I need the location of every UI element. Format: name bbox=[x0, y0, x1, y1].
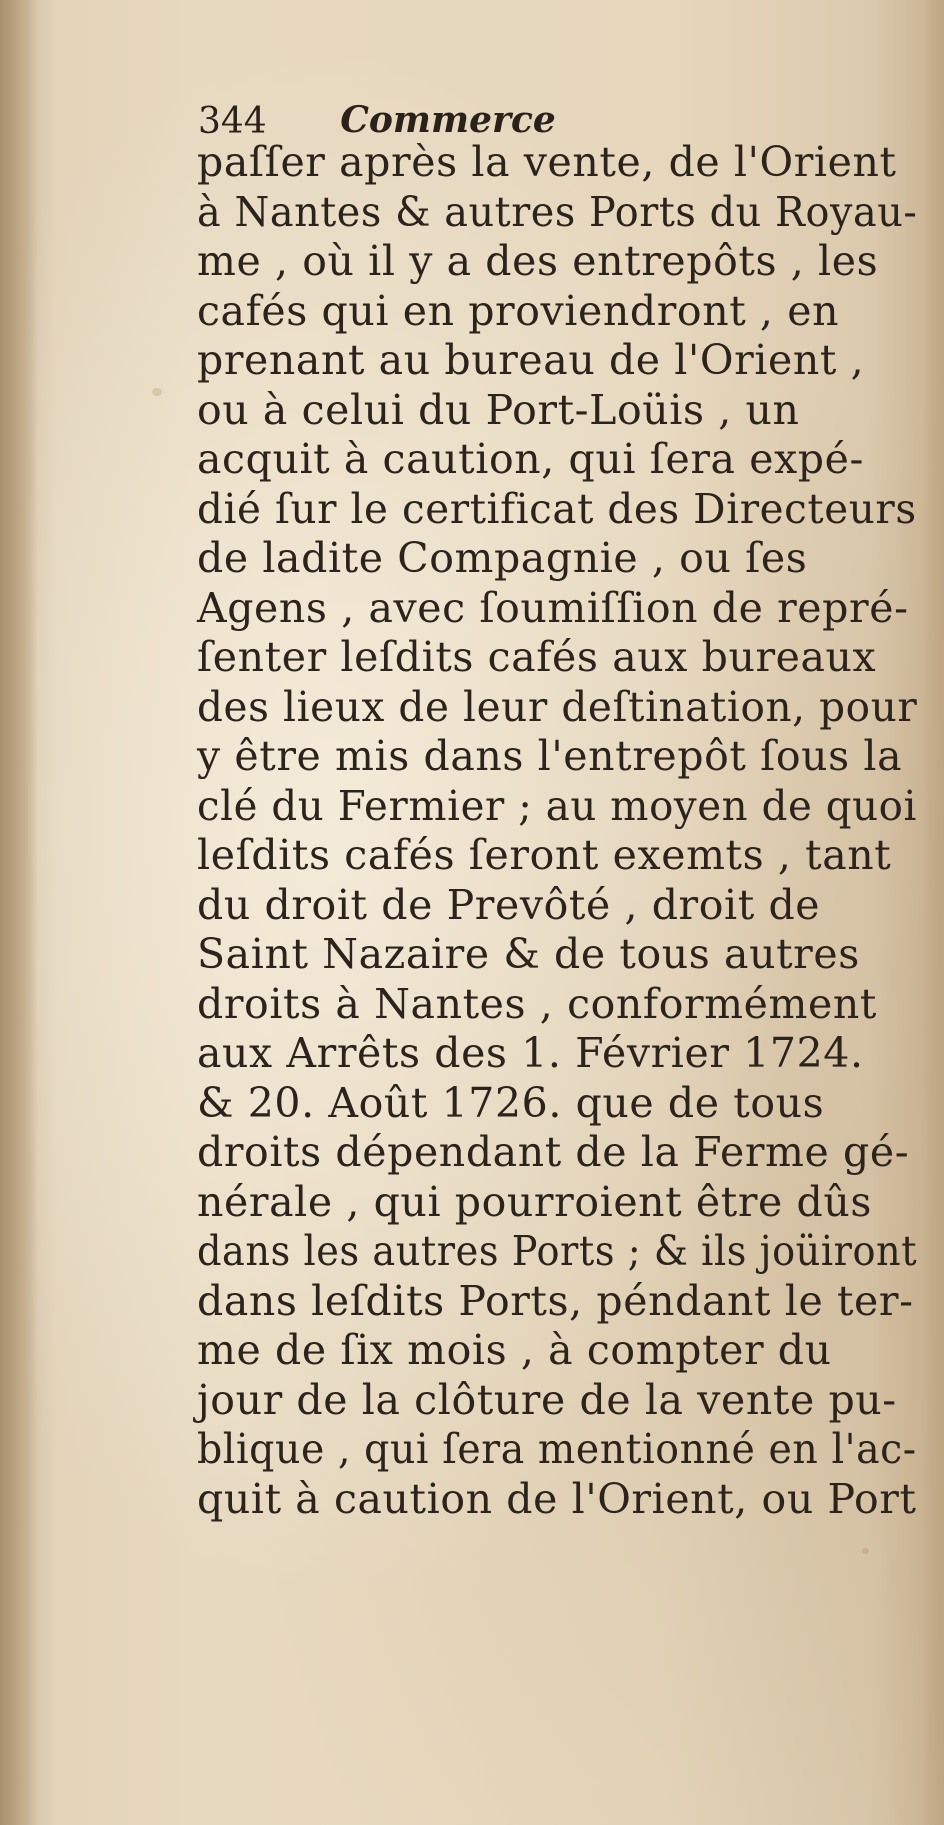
text-line: nérale , qui pourroient être dûs bbox=[197, 1177, 873, 1226]
text-line: dans les autres Ports ; & ils joüiront bbox=[197, 1227, 918, 1275]
text-line: clé du Fermier ; au moyen de quoi bbox=[197, 781, 917, 830]
text-line: cafés qui en proviendront , en bbox=[197, 286, 840, 335]
paper-stain bbox=[862, 1548, 869, 1554]
text-line: prenant au bureau de l'Orient , bbox=[197, 336, 865, 384]
text-line: acquit à caution, qui ſera expé- bbox=[197, 435, 864, 483]
text-line: dans leſdits Ports, péndant le ter- bbox=[197, 1276, 914, 1325]
page-number: 344 bbox=[198, 101, 267, 142]
text-line: dié ſur le certificat des Directeurs bbox=[197, 484, 917, 533]
text-line: aux Arrêts des 1. Février 1724. bbox=[197, 1029, 864, 1077]
text-line: paſſer après la vente, de l'Orient bbox=[197, 138, 897, 186]
text-line: me de ſix mois , à compter du bbox=[197, 1326, 832, 1374]
text-line: Saint Nazaire & de tous autres bbox=[197, 930, 860, 978]
text-line: & 20. Août 1726. que de tous bbox=[197, 1078, 825, 1127]
text-line: ou à celui du Port-Loüis , un bbox=[197, 385, 800, 434]
page-edge-shadow bbox=[922, 0, 944, 1825]
text-line: jour de la clôture de la vente pu- bbox=[197, 1375, 897, 1424]
text-line: y être mis dans l'entrepôt ſous la bbox=[197, 732, 903, 780]
text-line: de ladite Compagnie , ou ſes bbox=[197, 534, 808, 582]
text-line: ſenter leſdits cafés aux bureaux bbox=[197, 633, 877, 681]
paper-stain bbox=[152, 388, 162, 396]
text-line: leſdits cafés ſeront exemts , tant bbox=[197, 831, 892, 879]
running-title: Commerce bbox=[340, 99, 556, 141]
text-line: du droit de Prevôté , droit de bbox=[197, 880, 821, 929]
text-line: Agens , avec ſoumiſſion de repré- bbox=[197, 583, 909, 632]
text-line: blique , qui ſera mentionné en l'ac- bbox=[197, 1425, 917, 1473]
text-line: quit à caution de l'Orient, ou Port bbox=[197, 1474, 917, 1523]
text-line: des lieux de leur deſtination, pour bbox=[197, 682, 918, 731]
page-gutter-shadow bbox=[0, 0, 38, 1825]
body-text bbox=[197, 138, 917, 1524]
text-line: me , où il y a des entrepôts , les bbox=[197, 237, 879, 285]
text-line: droits à Nantes , conformément bbox=[197, 979, 877, 1028]
text-line: à Nantes & autres Ports du Royau- bbox=[197, 187, 918, 236]
text-line: droits dépendant de la Ferme gé- bbox=[197, 1128, 910, 1176]
